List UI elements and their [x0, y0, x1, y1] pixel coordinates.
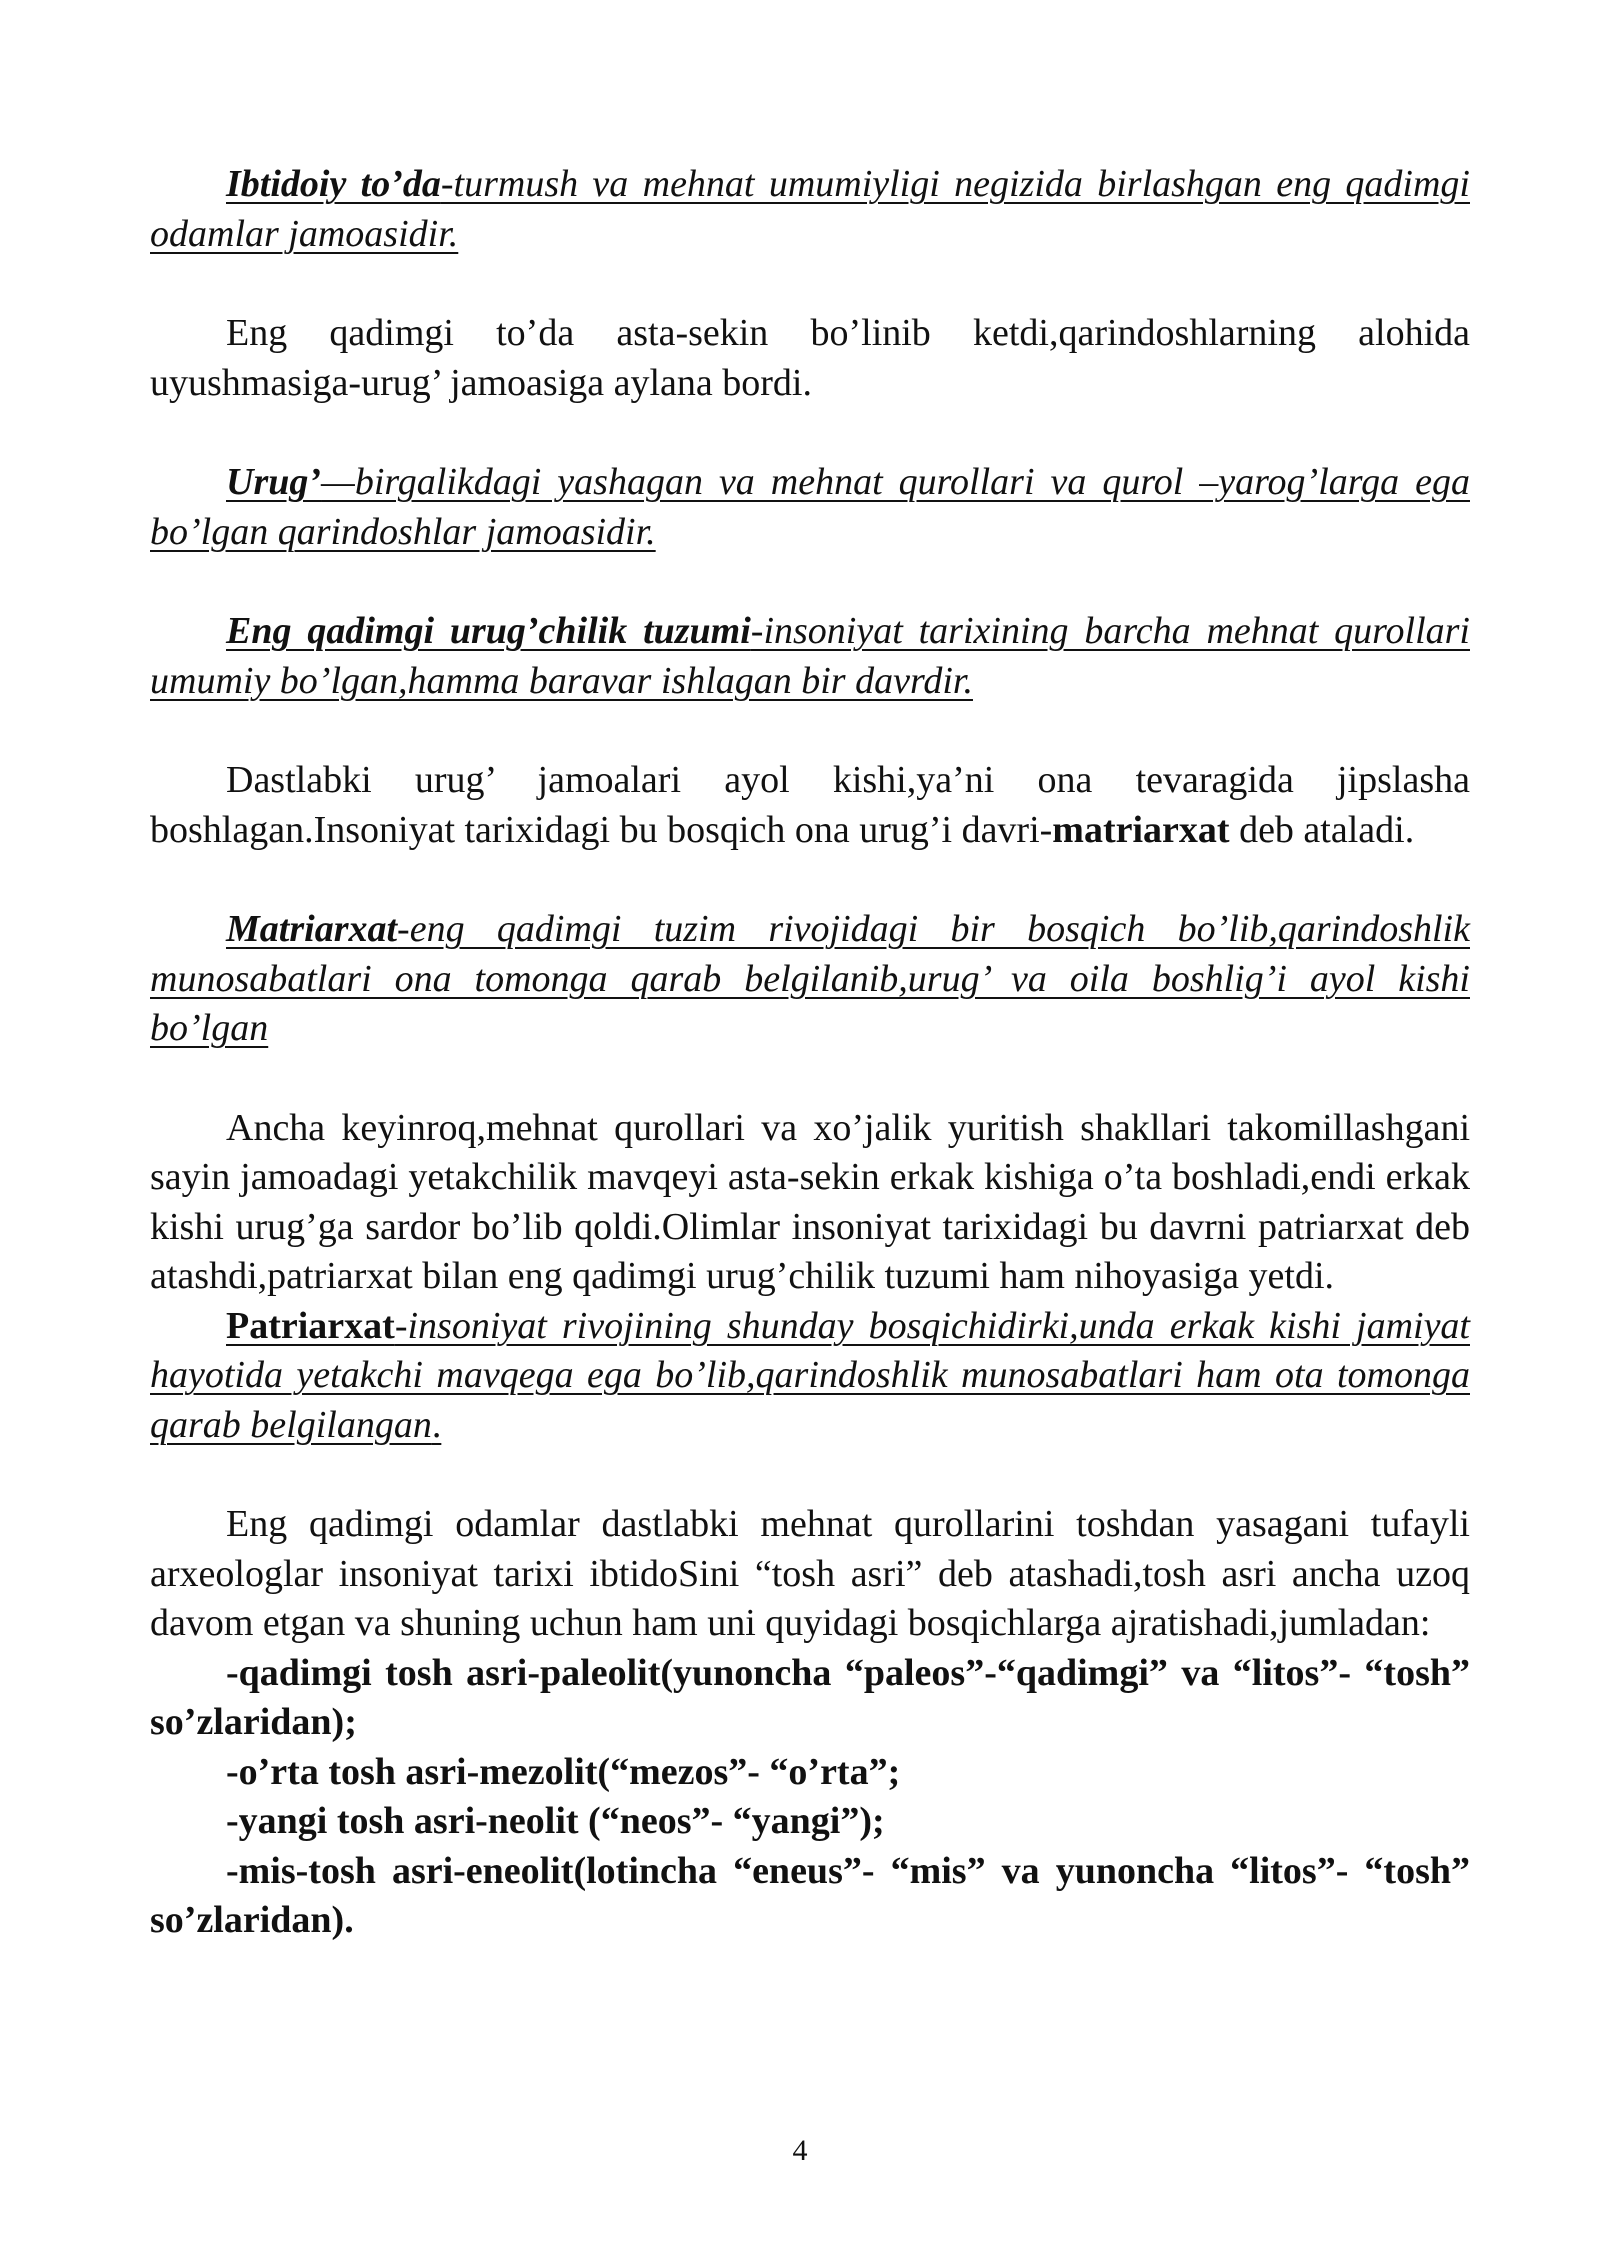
definition-end: . [431, 1403, 442, 1446]
term-ibtidoiy-toda: Ibtidoiy to’da [226, 163, 441, 205]
list-item-neolit: -yangi tosh asri-neolit (“neos”- “yangi”); [226, 1800, 885, 1842]
paragraph-toda-split: Eng qadimgi to’da asta-sekin bo’linib ketdi,qarindoshlarning alohida uyushmasiga-urug’ jamoasiga aylana bordi. [150, 312, 1470, 404]
list-item-paleolit: -qadimgi tosh asri-paleolit(yunoncha “paleos”-“qadimgi” va “litos”- “tosh” so’zlaridan); [150, 1651, 1470, 1743]
definition-text: -eng qadimgi tuzim rivojidagi bir bosqich bo’lib,qarindoshlik munosabatlari ona tomonga qarab belgilanib,urug’ va oila boshlig’i ayol kishi bo’lgan [150, 908, 1470, 1049]
paragraph-matriarchy-intro [150, 756, 1470, 855]
definition-text: —birgalikdagi yashagan va mehnat qurollari va qurol –yarog’larga ega bo’lgan qarindoshlar jamoasidir. [150, 461, 1470, 553]
bold-term-matriarxat: matriarxat [1052, 808, 1230, 851]
definition-text: -insoniyat rivojining shunday bosqichidirki,unda erkak kishi jamiyat hayotida yetakchi mavqega ega bo’lib,qarindoshlik munosabatlari ham ota tomonga qarab belgilangan [150, 1304, 1470, 1446]
paragraph-patriarchy-intro: Ancha keyinroq,mehnat qurollari va xo’jalik yuritish shakllari takomillashgani sayin jamoadagi yetakchilik mavqeyi asta-sekin erkak kishiga o’ta boshladi,endi erkak kishi urug’ga sardor bo’lib qoldi.Olimlar insoniyat tarixidagi bu davrni patriarxat deb atashdi,patriarxat bilan eng qadimgi urug’chilik tuzumi ham nihoyasiga yetdi. [150, 1106, 1470, 1297]
definition-text: -insoniyat tarixining barcha mehnat qurollari umumiy bo’lgan,hamma baravar ishlagan bir davrdir. [150, 610, 1470, 702]
list-item-mezolit: -o’rta tosh asri-mezolit(“mezos”- “o’rta”; [226, 1750, 901, 1793]
term-patriarxat: Patriarxat [226, 1304, 395, 1347]
definition-urugchilik-tuzumi [150, 607, 1470, 706]
definition-ibtidoiy-toda [150, 160, 1470, 259]
definition-urug [150, 458, 1470, 557]
definition-matriarxat [150, 905, 1470, 1054]
definition-text: -turmush va mehnat umumiyligi negizida birlashgan eng qadimgi odamlar jamoasidir. [150, 163, 1470, 255]
document-page [150, 160, 1470, 1946]
term-urug: Urug’ [226, 461, 322, 503]
paragraph-stone-age: Eng qadimgi odamlar dastlabki mehnat qurollarini toshdan yasagani tufayli arxeologlar insoniyat tarixi ibtidoSini “tosh asri” deb atashadi,tosh asri ancha uzoq davom etgan va shuning uchun ham uni quyidagi bosqichlarga ajratishadi,jumladan: [150, 1503, 1470, 1644]
page-number: 4 [792, 2134, 808, 2167]
stone-age-periods-list [150, 1649, 1470, 1946]
paragraph-text: deb ataladi. [1229, 808, 1415, 851]
term-matriarxat: Matriarxat [226, 908, 398, 950]
term-urugchilik-tuzumi: Eng qadimgi urug’chilik tuzumi [226, 610, 751, 652]
definition-patriarxat [150, 1302, 1470, 1451]
paragraph-text: Dastlabki urug’ jamoalari ayol kishi,ya’ni ona tevaragida jipslasha boshlagan.Insoniyat tarixidagi bu bosqich ona urug’i davri- [150, 759, 1470, 851]
list-item-eneolit: -mis-tosh asri-eneolit(lotincha “eneus”- “mis” va yunoncha “litos”- “tosh” so’zlaridan). [150, 1849, 1470, 1941]
